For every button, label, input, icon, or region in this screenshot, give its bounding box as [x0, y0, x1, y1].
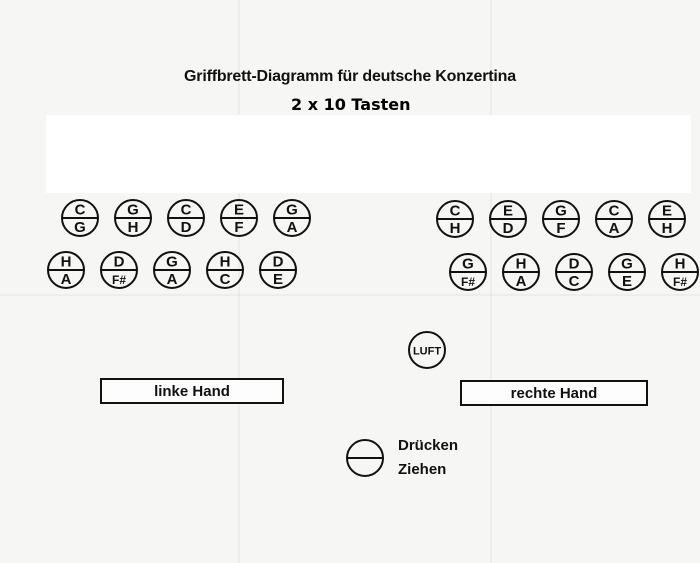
left-hand-label: [100, 378, 284, 404]
key-push-note: G: [462, 255, 474, 273]
left-row2-key: [206, 251, 244, 289]
key-pull-note: F#: [672, 275, 688, 289]
key-pull-note: E: [272, 271, 284, 288]
right-hand-label-text: rechte Hand: [510, 384, 598, 402]
key-push-note: G: [166, 253, 178, 271]
right-row1-key: [542, 200, 580, 238]
key-push-note: C: [449, 202, 461, 220]
right-row1-key: [595, 200, 633, 238]
key-push-note: H: [674, 255, 686, 273]
left-row2-key: [259, 251, 297, 289]
key-push-note: C: [608, 202, 620, 220]
key-push-note: D: [272, 253, 284, 271]
legend-pull-label: Ziehen: [398, 461, 447, 478]
key-push-note: H: [219, 253, 231, 271]
key-pull-note: F#: [460, 275, 476, 289]
key-push-note: G: [127, 201, 139, 219]
left-row2-key: [153, 251, 191, 289]
key-pull-note: H: [661, 220, 673, 237]
right-row1-key: [648, 200, 686, 238]
left-row1-key: [273, 199, 311, 237]
key-pull-note: F#: [111, 273, 127, 287]
air-button-label: LUFT: [412, 345, 442, 358]
key-push-note: C: [180, 201, 192, 219]
key-push-note: E: [502, 202, 514, 220]
right-row2-key: [555, 253, 593, 291]
legend-circle-icon: [345, 438, 385, 478]
right-row2-key: [661, 253, 699, 291]
key-pull-note: E: [621, 273, 633, 290]
key-push-note: G: [555, 202, 567, 220]
left-row2-key: [47, 251, 85, 289]
right-row1-key: [489, 200, 527, 238]
paper-fold-horizontal: [0, 294, 700, 296]
key-push-note: D: [113, 253, 125, 271]
left-hand-label-text: linke Hand: [154, 382, 230, 400]
key-pull-note: A: [60, 271, 72, 288]
left-row1-key: [220, 199, 258, 237]
diagram-title: Griffbrett-Diagramm für deutsche Konzertina: [184, 68, 516, 85]
key-pull-note: D: [502, 220, 514, 237]
key-pull-note: C: [568, 273, 580, 290]
left-row2-key: [100, 251, 138, 289]
key-pull-note: F: [556, 220, 566, 237]
left-row1-key: [61, 199, 99, 237]
key-pull-note: C: [219, 271, 231, 288]
redacted-area: [46, 115, 691, 193]
air-button: [408, 331, 446, 369]
key-pull-note: H: [127, 219, 139, 236]
legend-push-label: Drücken: [398, 437, 459, 454]
left-row1-key: [167, 199, 205, 237]
right-row2-key: [449, 253, 487, 291]
key-pull-note: G: [74, 219, 86, 236]
key-pull-note: A: [515, 273, 527, 290]
key-push-note: E: [233, 201, 245, 219]
key-push-note: C: [74, 201, 86, 219]
key-push-note: H: [60, 253, 72, 271]
key-pull-note: D: [180, 219, 192, 236]
key-push-note: G: [286, 201, 298, 219]
right-row2-key: [608, 253, 646, 291]
diagram-subtitle: 2 x 10 Tasten: [291, 95, 411, 114]
key-pull-note: F: [234, 219, 244, 236]
right-row2-key: [502, 253, 540, 291]
right-hand-label: [460, 380, 648, 406]
key-pull-note: A: [608, 220, 620, 237]
left-row1-key: [114, 199, 152, 237]
key-pull-note: A: [286, 219, 298, 236]
key-pull-note: A: [166, 271, 178, 288]
key-push-note: D: [568, 255, 580, 273]
key-pull-note: H: [449, 220, 461, 237]
key-push-note: E: [661, 202, 673, 220]
key-push-note: H: [515, 255, 527, 273]
right-row1-key: [436, 200, 474, 238]
key-push-note: G: [621, 255, 633, 273]
